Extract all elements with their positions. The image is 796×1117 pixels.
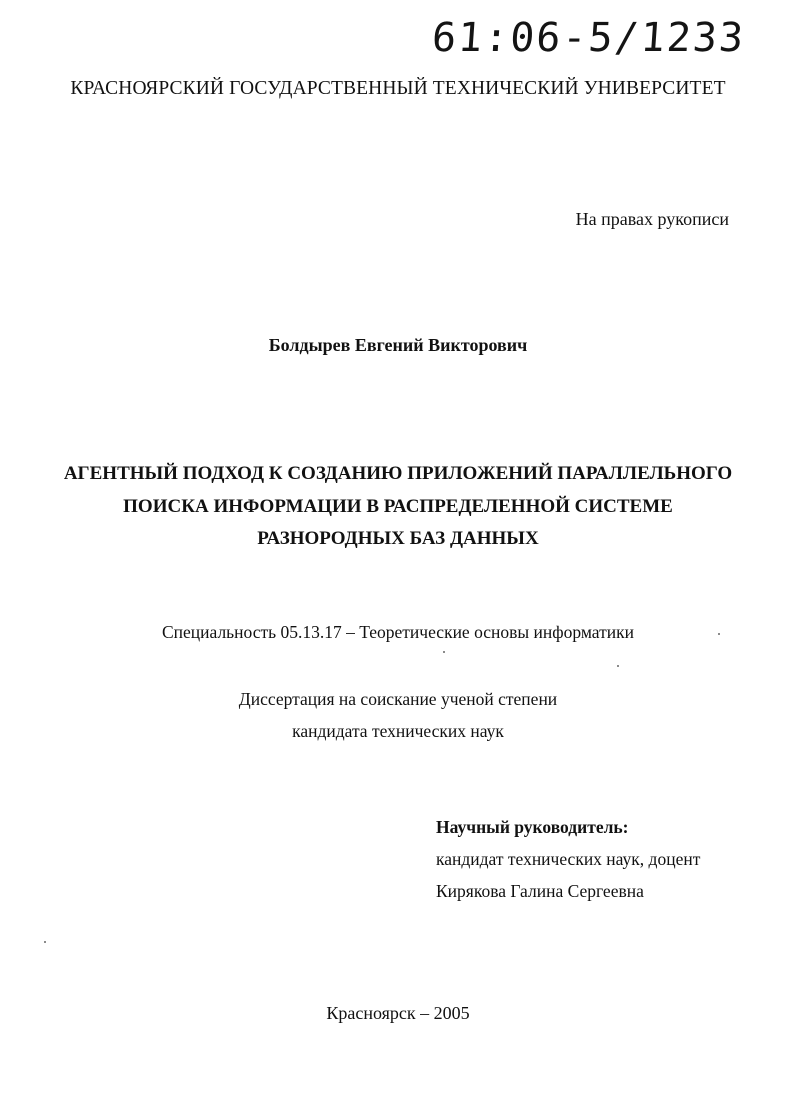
supervisor-label: Научный руководитель:	[436, 817, 629, 837]
supervisor-block	[436, 811, 700, 907]
scan-speck	[617, 665, 619, 667]
scan-speck	[44, 941, 46, 943]
university-name: КРАСНОЯРСКИЙ ГОСУДАРСТВЕННЫЙ ТЕХНИЧЕСКИЙ УНИВЕРСИТЕТ	[70, 78, 726, 99]
supervisor-degree: кандидат технических наук, доцент	[436, 849, 701, 869]
specialty: Специальность 05.13.17 – Теоретические основы информатики	[161, 622, 634, 642]
degree-line: кандидата технических наук	[292, 721, 504, 741]
title-line: АГЕНТНЫЙ ПОДХОД К СОЗДАНИЮ ПРИЛОЖЕНИЙ ПАРАЛЛЕЛЬНОГО	[63, 463, 733, 484]
author-name: Болдырев Евгений Викторович	[268, 335, 528, 355]
degree-line: Диссертация на соискание ученой степени	[238, 689, 558, 709]
dissertation-title	[0, 458, 796, 556]
title-line: РАЗНОРОДНЫХ БАЗ ДАННЫХ	[257, 528, 539, 549]
city-year: Красноярск – 2005	[326, 1003, 470, 1023]
supervisor-name: Кирякова Галина Сергеевна	[436, 881, 644, 901]
scan-speck	[718, 633, 720, 635]
dissertation-degree	[0, 683, 796, 747]
handwritten-catalog-number: 61:06-5/1233	[430, 15, 747, 61]
scan-speck	[443, 651, 445, 653]
rights-note: На правах рукописи	[575, 209, 729, 229]
title-line: ПОИСКА ИНФОРМАЦИИ В РАСПРЕДЕЛЕННОЙ СИСТЕМЕ	[123, 495, 673, 517]
